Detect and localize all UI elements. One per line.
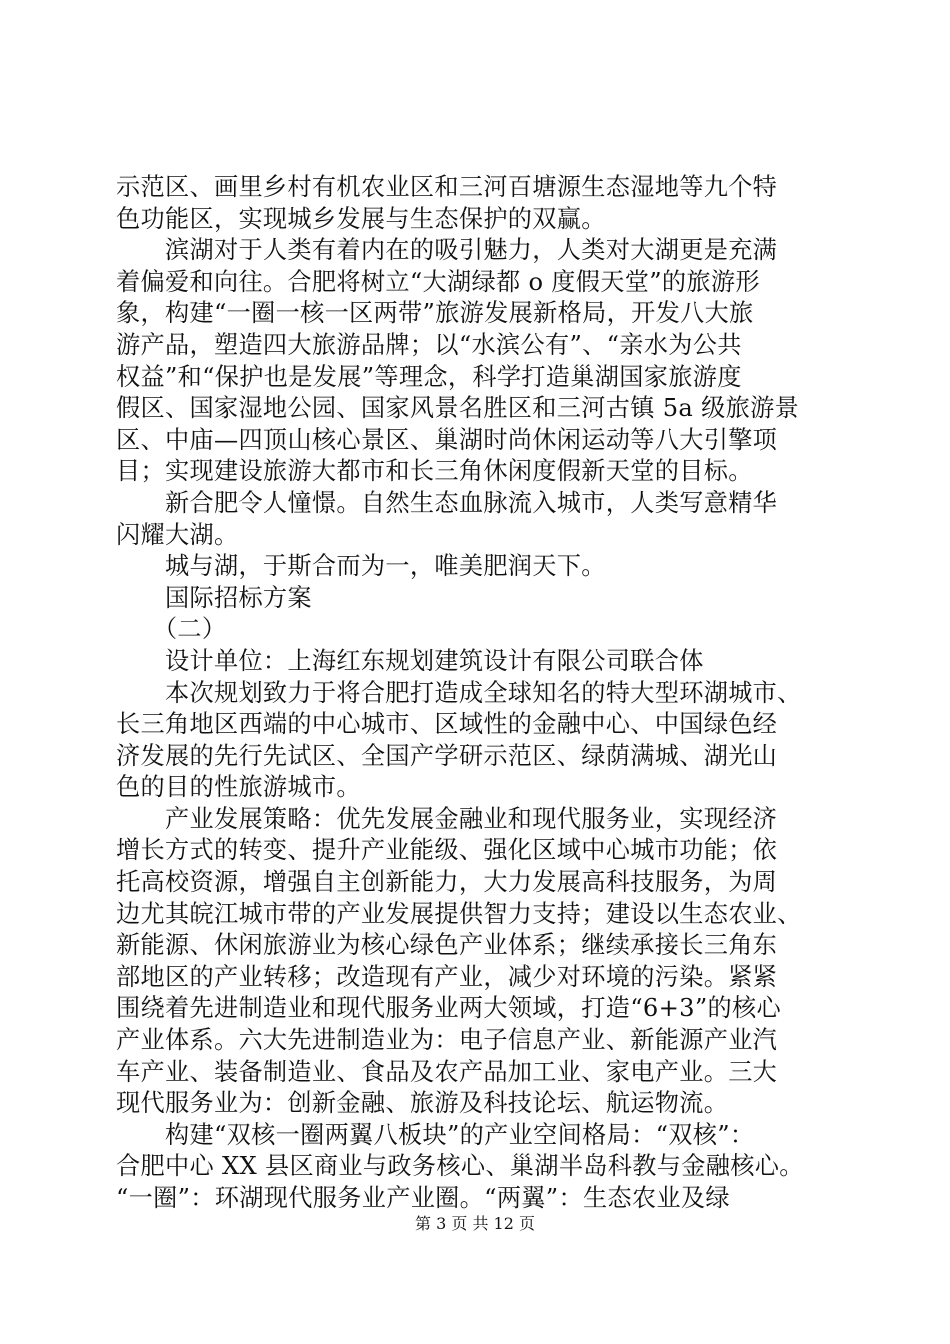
text-line: 色的目的性旅游城市。: [116, 773, 361, 802]
text-line: 新能源、休闲旅游业为核心绿色产业体系；继续承接长三角东: [116, 931, 778, 960]
text-line: 部地区的产业转移；改造现有产业，减少对环境的污染。紧紧: [116, 962, 778, 991]
text-line: 着偏爱和向往。合肥将树立“大湖绿都 o 度假天堂”的旅游形: [116, 267, 760, 296]
text-line: 济发展的先行先试区、全国产学研示范区、绿荫满城、湖光山: [116, 741, 778, 770]
text-line: 色功能区，实现城乡发展与生态保护的双赢。: [116, 204, 606, 233]
text-line: 本次规划致力于将合肥打造成全球知名的特大型环湖城市、: [116, 678, 802, 707]
text-line: 游产品，塑造四大旅游品牌；以“水滨公有”、“亲水为公共: [116, 330, 742, 359]
text-line: 目；实现建设旅游大都市和长三角休闲度假新天堂的目标。: [116, 457, 753, 486]
text-line: 象，构建“一圈一核一区两带”旅游发展新格局，开发八大旅: [116, 299, 754, 328]
text-line: 边尤其皖江城市带的产业发展提供智力支持；建设以生态农业、: [116, 899, 802, 928]
text-line: 假区、国家湿地公园、国家风景名胜区和三河古镇 5a 级旅游景: [116, 394, 800, 423]
text-line: 国际招标方案: [116, 583, 312, 612]
text-line: 设计单位：上海红东规划建筑设计有限公司联合体: [116, 646, 704, 675]
text-line: 增长方式的转变、提升产业能级、强化区域中心城市功能；依: [116, 836, 778, 865]
text-line: 车产业、装备制造业、食品及农产品加工业、家电产业。三大: [116, 1057, 778, 1086]
text-line: 区、中庙—四顶山核心景区、巢湖时尚休闲运动等八大引擎项: [116, 425, 778, 454]
text-line: 现代服务业为：创新金融、旅游及科技论坛、航运物流。: [116, 1089, 729, 1118]
text-line: 长三角地区西端的中心城市、区域性的金融中心、中国绿色经: [116, 710, 778, 739]
text-line: 闪耀大湖。: [116, 520, 239, 549]
text-line: 权益”和“保护也是发展”等理念，科学打造巢湖国家旅游度: [116, 362, 742, 391]
text-line: 新合肥令人憧憬。自然生态血脉流入城市，人类写意精华: [116, 488, 778, 517]
text-line: 城与湖，于斯合而为一，唯美肥润天下。: [116, 552, 606, 581]
text-line: 托高校资源，增强自主创新能力，大力发展高科技服务，为周: [116, 868, 778, 897]
text-line: 合肥中心 XX 县区商业与政务核心、巢湖半岛科教与金融核心。: [116, 1152, 804, 1181]
text-line: 构建“双核一圈两翼八板块”的产业空间格局：“双核”：: [116, 1120, 755, 1149]
page-footer: 第 3 页 共 12 页: [415, 1214, 535, 1233]
text-line: 产业体系。六大先进制造业为：电子信息产业、新能源产业汽: [116, 1026, 778, 1055]
text-line: （二）: [116, 615, 227, 644]
document-body: [116, 172, 836, 1215]
text-line: 产业发展策略：优先发展金融业和现代服务业，实现经济: [116, 804, 778, 833]
text-line: 示范区、画里乡村有机农业区和三河百塘源生态湿地等九个特: [116, 173, 778, 201]
text-line: 围绕着先进制造业和现代服务业两大领域，打造“6+3”的核心: [116, 994, 781, 1023]
text-line: 滨湖对于人类有着内在的吸引魅力，人类对大湖更是充满: [116, 236, 778, 265]
text-line: “一圈”：环湖现代服务业产业圈。“两翼”：生态农业及绿: [116, 1184, 730, 1212]
